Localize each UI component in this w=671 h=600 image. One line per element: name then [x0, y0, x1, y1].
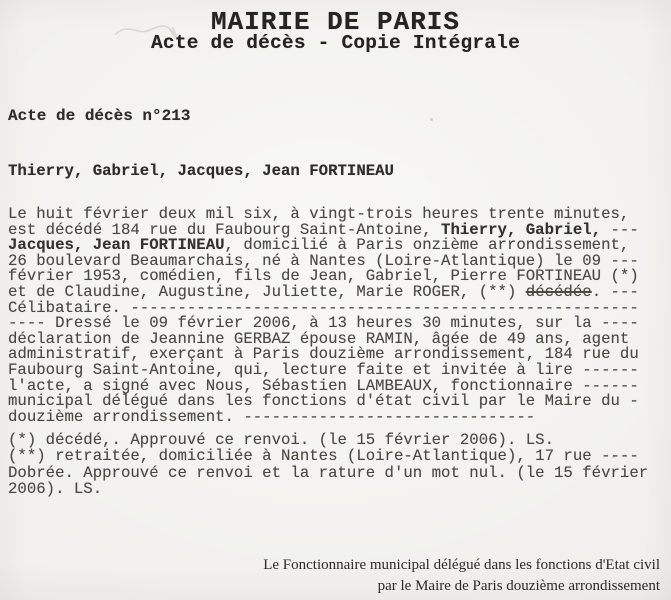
deceased-name-line: Thierry, Gabriel, Jacques, Jean FORTINEAU — [8, 162, 394, 180]
document-subtitle: Acte de décès - Copie Intégrale — [151, 32, 520, 54]
body-line: 26 boulevard Beaumarchais, né à Nantes (Loire-Atlantique) le 09 --- — [8, 251, 639, 270]
footnote-line: Dobrée. Approuvé ce renvoi et la rature d'un mot nul. (le 15 février — [8, 463, 649, 482]
paper-speck — [430, 118, 433, 121]
signature-block — [263, 555, 660, 597]
footnotes-block — [8, 432, 648, 497]
body-line: et de Claudine, Augustine, Juliette, Marie ROGER, (**) décédée. --- — [8, 282, 639, 301]
body-line: administratif, exerçant à Paris douzième arrondissement, 184 rue du — [8, 345, 639, 364]
body-line: déclaration de Jeannine GERBAZ épouse RAMIN, âgée de 49 ans, agent — [8, 329, 630, 348]
body-line: Faubourg Saint-Antoine, qui, lecture faite et invitée à lire ------ — [8, 360, 639, 379]
body-line: Le huit février deux mil six, à vingt-trois heures trente minutes, — [8, 205, 630, 223]
act-number-line: Acte de décès n°213 — [8, 107, 191, 125]
signature-line-1: Le Fonctionnaire municipal délégué dans les fonctions d'Etat civil — [263, 557, 660, 573]
footnote-line: 2006). LS. — [8, 479, 103, 498]
body-line: l'acte, a signé avec Nous, Sébastien LAMBEAUX, fonctionnaire ------ — [8, 376, 639, 395]
act-body-text — [8, 207, 639, 425]
body-line: douzième arrondissement. ------------------------------- — [8, 407, 536, 426]
body-line: municipal délégué dans les fonctions d'état civil par le Maire du - — [8, 392, 639, 411]
footnote-line: (**) retraitée, domiciliée à Nantes (Loire-Atlantique), 17 rue ---- — [8, 447, 639, 466]
signature-line-2: par le Maire de Paris douzième arrondissement — [377, 578, 660, 594]
body-line: Jacques, Jean FORTINEAU, domicilié à Paris onzième arrondissement, — [8, 236, 630, 255]
document-title: MAIRIE DE PARIS — [210, 7, 461, 37]
footnote-line: (*) décédé,. Approuvé ce renvoi. (le 15 février 2006). LS. — [8, 431, 555, 449]
body-line: Célibataire. ------------------------------------------------------ — [8, 298, 639, 317]
body-line: est décédé 184 rue du Faubourg Saint-Antoine, Thierry, Gabriel, --- — [8, 220, 639, 239]
body-line: ---- Dressé le 09 février 2006, à 13 heures 30 minutes, sur la ---- — [8, 314, 639, 333]
body-line: février 1953, comédien, fils de Jean, Gabriel, Pierre FORTINEAU (*) — [8, 267, 639, 286]
